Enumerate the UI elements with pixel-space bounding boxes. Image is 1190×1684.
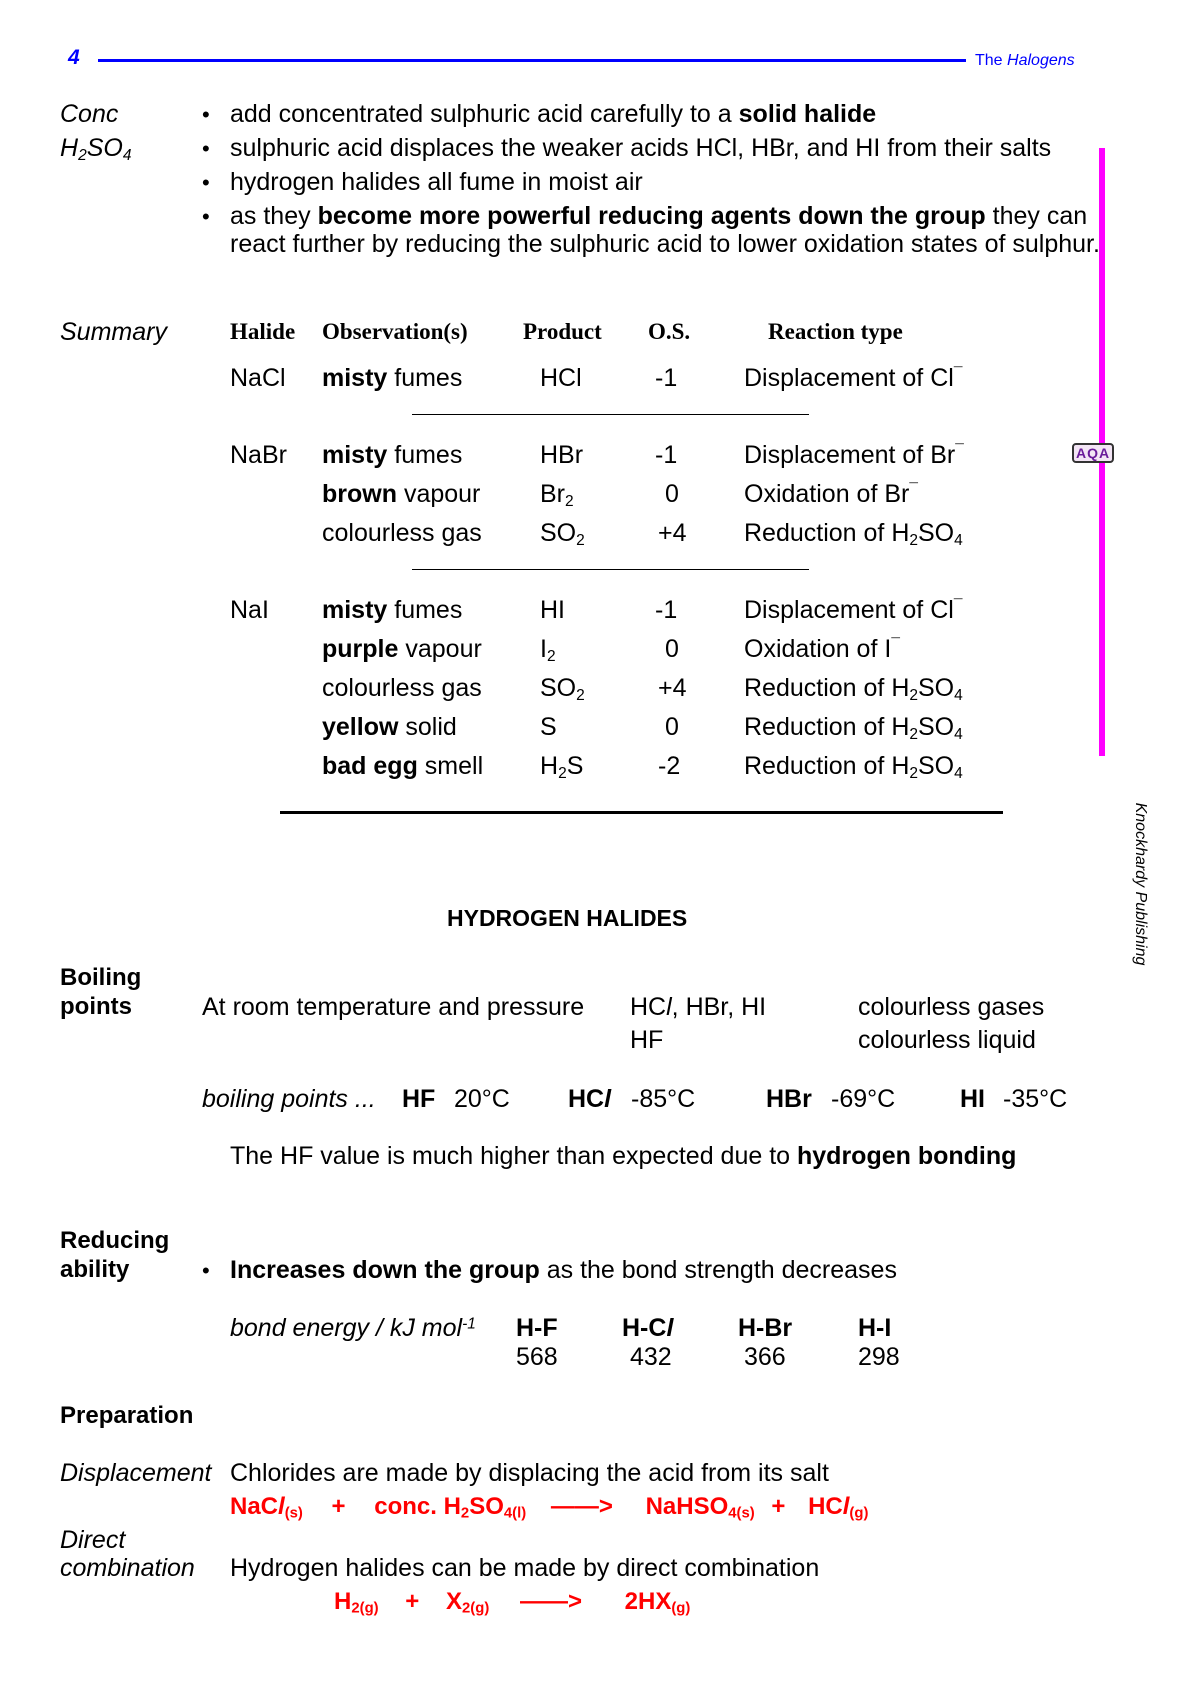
os-cell: 0 bbox=[665, 480, 679, 508]
bond-h-cl-value: 432 bbox=[630, 1343, 672, 1371]
product-cell: S bbox=[540, 713, 557, 741]
product-cell: HCl bbox=[540, 364, 582, 392]
header-rule bbox=[98, 59, 966, 62]
equation-direct: $H_{2(g)} + X_{2(g)}$ ——> $2HX_{(g)}$ bbox=[334, 1588, 691, 1617]
rtp-text: At room temperature and pressure bbox=[202, 993, 585, 1021]
summary-label: Summary bbox=[60, 318, 167, 346]
equation-displacement: NaCl$_{(s)}$ + conc. $H_2SO_{4(l)}$ ——> NaHSO$_{4(s)}$ + HCl$_{(g)}$ bbox=[230, 1493, 869, 1522]
direct-label: Direct bbox=[60, 1526, 126, 1554]
obs-cell: misty fumes bbox=[322, 441, 463, 469]
product-cell: HBr bbox=[540, 441, 584, 469]
h2so4-label: $H_2SO_4$ bbox=[60, 134, 132, 164]
aqa-badge: AQA bbox=[1072, 443, 1114, 463]
reducing-label: Reducing bbox=[60, 1227, 170, 1254]
row-divider bbox=[412, 569, 809, 570]
os-cell: 0 bbox=[665, 635, 679, 663]
conc-bullet-4: as they become more powerful reducing agents down the group they can bbox=[230, 202, 1088, 230]
header-title bbox=[975, 52, 1075, 70]
os-cell: -1 bbox=[655, 596, 678, 624]
bp-hbr-value: -69°C bbox=[831, 1085, 896, 1113]
obs-cell: yellow solid bbox=[322, 713, 457, 741]
bp-label: boiling points ... bbox=[202, 1085, 376, 1113]
bp-hf-value: 20°C bbox=[454, 1085, 510, 1113]
bond-h-br: H-Br bbox=[738, 1314, 793, 1342]
reaction-cell: Reduction of $H_2SO_4$ bbox=[744, 519, 963, 549]
bond-h-i: H-I bbox=[858, 1314, 892, 1342]
obs-cell: purple vapour bbox=[322, 635, 482, 663]
bond-h-br-value: 366 bbox=[744, 1343, 786, 1371]
reaction-cell: Displacement of Br¯ bbox=[744, 441, 964, 469]
bp-hf: HF bbox=[402, 1085, 436, 1113]
obs-cell: brown vapour bbox=[322, 480, 481, 508]
product-cell: $SO_2$ bbox=[540, 674, 585, 704]
reducing-label-2: ability bbox=[60, 1256, 130, 1283]
reaction-cell: Reduction of $H_2SO_4$ bbox=[744, 752, 963, 782]
obs-cell: misty fumes bbox=[322, 364, 463, 392]
hbonding-note: The HF value is much higher than expected due to hydrogen bonding bbox=[230, 1142, 1017, 1170]
direct-text: Hydrogen halides can be made by direct combination bbox=[230, 1554, 820, 1582]
conc-label: Conc bbox=[60, 100, 119, 128]
reaction-cell: Oxidation of I¯ bbox=[744, 635, 900, 663]
bullet: • bbox=[202, 204, 210, 229]
product-cell: $H_2S$ bbox=[540, 752, 584, 782]
boiling-label: Boiling bbox=[60, 964, 142, 991]
displacement-label: Displacement bbox=[60, 1459, 212, 1487]
gases-state: colourless gases bbox=[858, 993, 1045, 1021]
col-header-product: Product bbox=[523, 319, 602, 344]
publisher-credit: Knockhardy Publishing bbox=[1132, 802, 1149, 966]
obs-cell: colourless gas bbox=[322, 519, 482, 547]
bullet: • bbox=[202, 136, 210, 161]
product-cell: $SO_2$ bbox=[540, 519, 585, 549]
product-cell: $Br_2$ bbox=[540, 480, 574, 510]
conc-bullet-4-line2: react further by reducing the sulphuric acid to lower oxidation states of sulphur. bbox=[230, 230, 1100, 258]
os-cell: -2 bbox=[658, 752, 681, 780]
header-topic: Halogens bbox=[1007, 52, 1075, 69]
obs-cell: misty fumes bbox=[322, 596, 463, 624]
os-cell: +4 bbox=[658, 519, 687, 547]
bullet: • bbox=[202, 170, 210, 195]
product-cell: $I_2$ bbox=[540, 635, 556, 665]
os-cell: -1 bbox=[655, 441, 678, 469]
halide-nabr: NaBr bbox=[230, 441, 287, 469]
bond-h-f-value: 568 bbox=[516, 1343, 558, 1371]
conc-bullet-1: add concentrated sulphuric acid carefully to a solid halide bbox=[230, 100, 877, 128]
bp-hi: HI bbox=[960, 1085, 985, 1113]
reaction-cell: Displacement of Cl¯ bbox=[744, 364, 963, 392]
bp-hcl: HCl bbox=[568, 1085, 612, 1113]
direct-label-2: combination bbox=[60, 1554, 195, 1582]
halide-nai: NaI bbox=[230, 596, 269, 624]
preparation-label: Preparation bbox=[60, 1402, 194, 1429]
reducing-text: Increases down the group as the bond strength decreases bbox=[230, 1256, 897, 1284]
os-cell: -1 bbox=[655, 364, 678, 392]
product-cell: HI bbox=[540, 596, 565, 624]
col-header-reaction: Reaction type bbox=[768, 319, 903, 344]
liquid-state: colourless liquid bbox=[858, 1026, 1036, 1054]
bond-h-cl: H-Cl bbox=[622, 1314, 674, 1342]
reaction-cell: Reduction of $H_2SO_4$ bbox=[744, 674, 963, 704]
col-header-observations: Observation(s) bbox=[322, 319, 468, 344]
reaction-cell: Displacement of Cl¯ bbox=[744, 596, 963, 624]
conc-bullet-2: sulphuric acid displaces the weaker acids HCl, HBr, and HI from their salts bbox=[230, 134, 1052, 162]
bp-hi-value: -35°C bbox=[1003, 1085, 1068, 1113]
bullet: • bbox=[202, 102, 210, 127]
col-header-halide: Halide bbox=[230, 319, 296, 344]
displacement-text: Chlorides are made by displacing the acid from its salt bbox=[230, 1459, 829, 1487]
boiling-label-2: points bbox=[60, 993, 132, 1020]
bp-hcl-value: -85°C bbox=[631, 1085, 696, 1113]
bond-h-f: H-F bbox=[516, 1314, 558, 1342]
obs-cell: bad egg smell bbox=[322, 752, 484, 780]
col-header-os: O.S. bbox=[648, 319, 691, 344]
bp-hbr: HBr bbox=[766, 1085, 812, 1113]
conc-bullet-3: hydrogen halides all fume in moist air bbox=[230, 168, 643, 196]
liquid-formula: HF bbox=[630, 1026, 664, 1054]
row-divider bbox=[412, 414, 809, 415]
os-cell: +4 bbox=[658, 674, 687, 702]
section-heading: HYDROGEN HALIDES bbox=[447, 905, 688, 931]
bullet: • bbox=[202, 1258, 210, 1283]
page-number: 4 bbox=[68, 46, 80, 69]
reaction-cell: Oxidation of Br¯ bbox=[744, 480, 918, 508]
obs-cell: colourless gas bbox=[322, 674, 482, 702]
os-cell: 0 bbox=[665, 713, 679, 741]
section-divider bbox=[280, 811, 1003, 814]
gases-formulas: HCl, HBr, HI bbox=[630, 993, 767, 1021]
halide-nacl: NaCl bbox=[230, 364, 286, 392]
bond-energy-label: bond energy / kJ mol$^{-1}$ bbox=[230, 1314, 476, 1342]
reaction-cell: Reduction of $H_2SO_4$ bbox=[744, 713, 963, 743]
bond-h-i-value: 298 bbox=[858, 1343, 900, 1371]
header-series: The bbox=[975, 52, 1003, 69]
